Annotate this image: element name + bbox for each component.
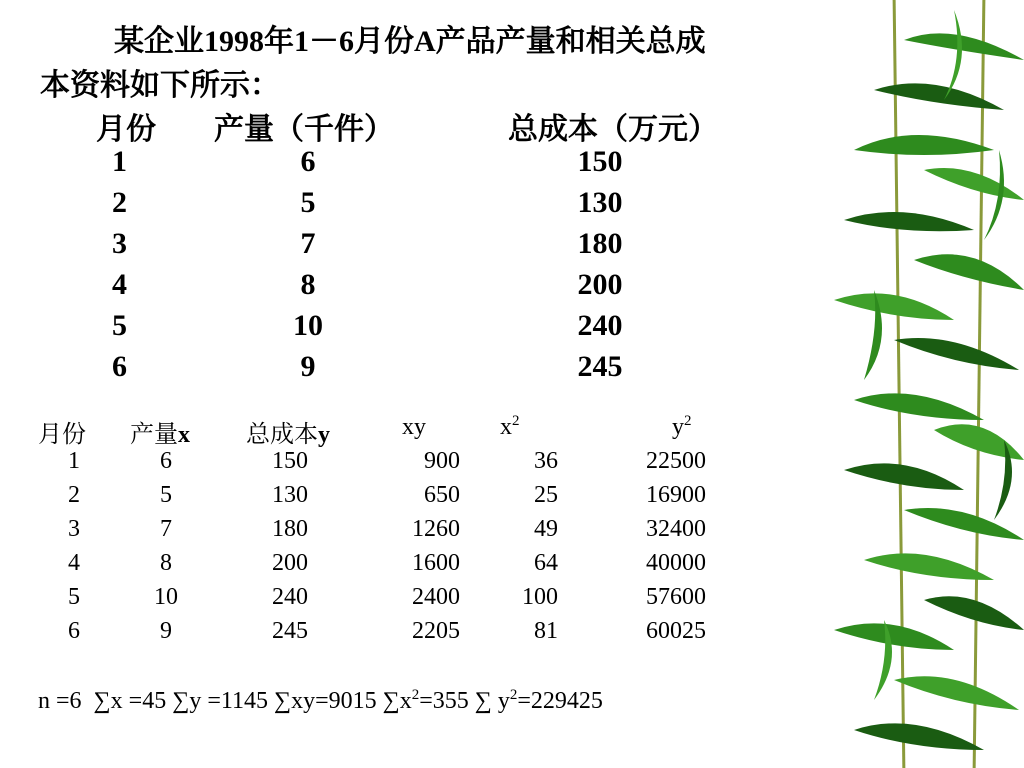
header-output: 产量（千件） — [214, 113, 394, 146]
calc-header-x2 — [500, 414, 520, 441]
calc-y2: 22500 — [646, 448, 706, 474]
calc-xy: 1600 — [412, 550, 460, 576]
summary-sum-x2 — [383, 688, 469, 714]
title-line-2: 本资料如下所示： — [40, 69, 280, 102]
calc-header-xy: xy — [402, 414, 426, 440]
calc-x2: 100 — [522, 584, 558, 610]
header-total-cost: 总成本（万元） — [508, 113, 718, 146]
calc-y: 150 — [272, 448, 308, 474]
calc-header-y2 — [672, 414, 692, 441]
cell-month: 1 — [112, 145, 127, 178]
sum-x2-exponent: 2 — [411, 687, 420, 703]
summary-sum-y2 — [475, 688, 603, 714]
x2-base: x — [500, 414, 512, 440]
calc-month: 2 — [68, 482, 80, 508]
cell-month: 3 — [112, 227, 127, 260]
sum-x2-value: =355 — [419, 688, 469, 714]
calc-xy: 900 — [424, 448, 460, 474]
cell-month: 2 — [112, 186, 127, 219]
calc-y2: 16900 — [646, 482, 706, 508]
calc-header-output-var: x — [178, 422, 190, 448]
sum-x2-prefix: ∑x — [382, 688, 412, 714]
cell-cost: 200 — [577, 268, 623, 301]
summary-line — [38, 688, 603, 715]
calc-header-output — [130, 414, 190, 449]
summary-sum-y: ∑y =1145 — [172, 688, 268, 714]
summary-n: n =6 — [38, 688, 82, 714]
slide-title — [40, 20, 820, 108]
cell-month: 6 — [112, 350, 127, 383]
calc-x2: 81 — [534, 618, 558, 644]
calc-header-cost-label: 总成本 — [246, 422, 318, 448]
calc-xy: 650 — [424, 482, 460, 508]
cell-output: 10 — [293, 309, 323, 342]
cell-output: 6 — [300, 145, 316, 178]
calc-y: 245 — [272, 618, 308, 644]
calc-x: 9 — [160, 618, 172, 644]
cell-output: 7 — [300, 227, 316, 260]
calc-y2: 32400 — [646, 516, 706, 542]
bamboo-leaves-decoration — [834, 0, 1024, 768]
calc-month: 5 — [68, 584, 80, 610]
sum-y2-exponent: 2 — [509, 687, 518, 703]
calc-xy: 1260 — [412, 516, 460, 542]
cell-cost: 180 — [577, 227, 623, 260]
calc-header-cost — [246, 414, 330, 449]
calc-y: 130 — [272, 482, 308, 508]
calc-y2: 60025 — [646, 618, 706, 644]
sum-y2-prefix: ∑ y — [474, 688, 510, 714]
y2-exponent: 2 — [684, 413, 692, 429]
summary-sum-xy: ∑xy=9015 — [273, 688, 377, 714]
calc-month: 4 — [68, 550, 80, 576]
bamboo-leaf-cluster — [834, 0, 1024, 768]
calc-header-output-label: 产量 — [130, 422, 178, 448]
calc-xy: 2205 — [412, 618, 460, 644]
calc-x: 6 — [160, 448, 172, 474]
calc-month: 1 — [68, 448, 80, 474]
calc-month: 3 — [68, 516, 80, 542]
cell-cost: 245 — [577, 350, 623, 383]
summary-sum-x: ∑x =45 — [93, 688, 167, 714]
calc-header-cost-var: y — [318, 422, 330, 448]
y2-base: y — [672, 414, 684, 440]
cell-output: 9 — [300, 350, 316, 383]
title-line-1: 某企业1998年1－6月份A产品产量和相关总成 — [114, 25, 706, 58]
calc-header-month: 月份 — [38, 422, 86, 448]
calc-x2: 36 — [534, 448, 558, 474]
calc-x2: 25 — [534, 482, 558, 508]
cell-cost: 130 — [577, 186, 623, 219]
cell-month: 5 — [112, 309, 127, 342]
calc-x: 7 — [160, 516, 172, 542]
calc-y: 200 — [272, 550, 308, 576]
calc-y2: 57600 — [646, 584, 706, 610]
calc-y2: 40000 — [646, 550, 706, 576]
header-month: 月份 — [96, 113, 156, 146]
calc-x: 10 — [154, 584, 178, 610]
calc-x2: 49 — [534, 516, 558, 542]
cell-output: 8 — [300, 268, 316, 301]
cell-cost: 150 — [577, 145, 623, 178]
calc-x: 5 — [160, 482, 172, 508]
cell-month: 4 — [112, 268, 127, 301]
cell-output: 5 — [300, 186, 316, 219]
calc-xy: 2400 — [412, 584, 460, 610]
calc-month: 6 — [68, 618, 80, 644]
calc-x2: 64 — [534, 550, 558, 576]
calc-y: 240 — [272, 584, 308, 610]
x2-exponent: 2 — [512, 413, 520, 429]
calc-x: 8 — [160, 550, 172, 576]
calc-y: 180 — [272, 516, 308, 542]
cell-cost: 240 — [577, 309, 623, 342]
sum-y2-value: =229425 — [517, 688, 603, 714]
